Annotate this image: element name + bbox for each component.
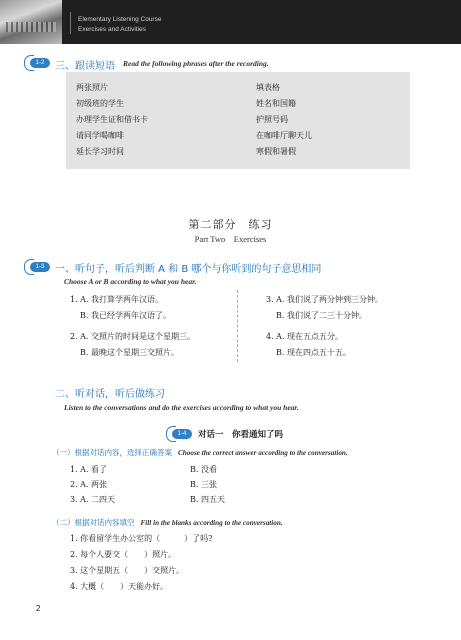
- answer-option: B. 没看: [190, 465, 217, 474]
- section1-title: 一、听句子，听后判断 A 和 B 哪个与你听到的句子意思相同: [55, 264, 322, 275]
- phrase-item: 填表格: [256, 83, 280, 92]
- page-header: [0, 0, 461, 44]
- exercise-option: 3. A. 我们说了两分钟到三分钟。: [266, 295, 384, 304]
- audio-track-icon: 1-4: [172, 429, 192, 439]
- audio-track-icon: 1-3: [30, 262, 50, 272]
- sub1-instruction: Choose the correct answer according to the conversation.: [178, 449, 348, 457]
- section3-title: 三、跟读短语: [55, 61, 115, 72]
- exercise-option: 2. A. 交照片的时间是这个星期三。: [70, 332, 196, 341]
- audio-track-icon: 1-2: [30, 58, 50, 68]
- sub2-heading: [52, 517, 283, 528]
- phrase-list-right: [256, 80, 312, 160]
- fill-blank-item: 2. 每个人要交（ ）照片。: [70, 550, 177, 559]
- answer-option: 1. A. 看了: [70, 465, 108, 474]
- phrase-item: 在咖啡厅聊天儿: [256, 131, 312, 140]
- header-divider: [70, 12, 71, 34]
- part-title-zh: 第二部分 练习: [188, 218, 273, 231]
- exercise-option: 4. A. 现在五点五分。: [266, 332, 344, 341]
- page-number: 2: [36, 604, 41, 613]
- phrase-item: 初级班的学生: [76, 99, 124, 108]
- phrase-item: 护照号码: [256, 115, 288, 124]
- column-divider: [237, 290, 238, 362]
- sub2-instruction: Fill in the blanks according to the conversation.: [140, 519, 283, 527]
- header-book-title: Elementary Listening Course: [78, 16, 162, 23]
- phrase-item: 寒假和暑假: [256, 147, 296, 156]
- answer-option: 2. A. 两张: [70, 480, 108, 489]
- exercise-option: B. 我们说了二三十分钟。: [276, 311, 367, 320]
- exercise-option: 1. A. 我打算学两年汉语。: [70, 295, 164, 304]
- header-photo: [0, 0, 62, 44]
- fill-blank-item: 3. 这个星期五（ ）交照片。: [70, 566, 185, 575]
- fill-blank-item: 4. 大概（ ）天能办好。: [70, 582, 169, 591]
- exercise-option: B. 我已经学两年汉语了。: [80, 311, 171, 320]
- sub1-title: （一）根据对话内容，选择正确答案: [52, 448, 172, 457]
- section1-instruction: Choose A or B according to what you hear.: [64, 277, 197, 286]
- phrase-item: 两张照片: [76, 83, 108, 92]
- phrase-box: [66, 72, 410, 169]
- exercise-option: B. 最晚这个星期三交照片。: [80, 348, 179, 357]
- sub1-heading: [52, 447, 348, 458]
- exercise-option: B. 现在四点五十五。: [276, 348, 351, 357]
- phrase-item: 办理学生证和借书卡: [76, 115, 148, 124]
- phrase-item: 姓名和国籍: [256, 99, 296, 108]
- phrase-item: 请同学喝咖啡: [76, 131, 124, 140]
- header-book-subtitle: Exercises and Activities: [78, 26, 146, 33]
- section2-instruction: Listen to the conversations and do the exercises according to what you hear.: [64, 403, 299, 412]
- answer-option: B. 四五天: [190, 495, 225, 504]
- section3-instruction: Read the following phrases after the recording.: [123, 59, 269, 68]
- sub2-title: （二）根据对话内容填空: [52, 518, 135, 527]
- section2-title: 二、听对话，听后做练习: [55, 389, 165, 400]
- phrase-item: 延长学习时间: [76, 147, 124, 156]
- part-title-en: Part Two Exercises: [194, 234, 267, 244]
- answer-option: B. 三张: [190, 480, 217, 489]
- dialogue-title: 对话一 你看通知了吗: [198, 430, 284, 440]
- fill-blank-item: 1. 你看留学生办公室的（ ）了吗?: [70, 534, 213, 543]
- phrase-list-left: [76, 80, 148, 160]
- answer-option: 3. A. 二四天: [70, 495, 116, 504]
